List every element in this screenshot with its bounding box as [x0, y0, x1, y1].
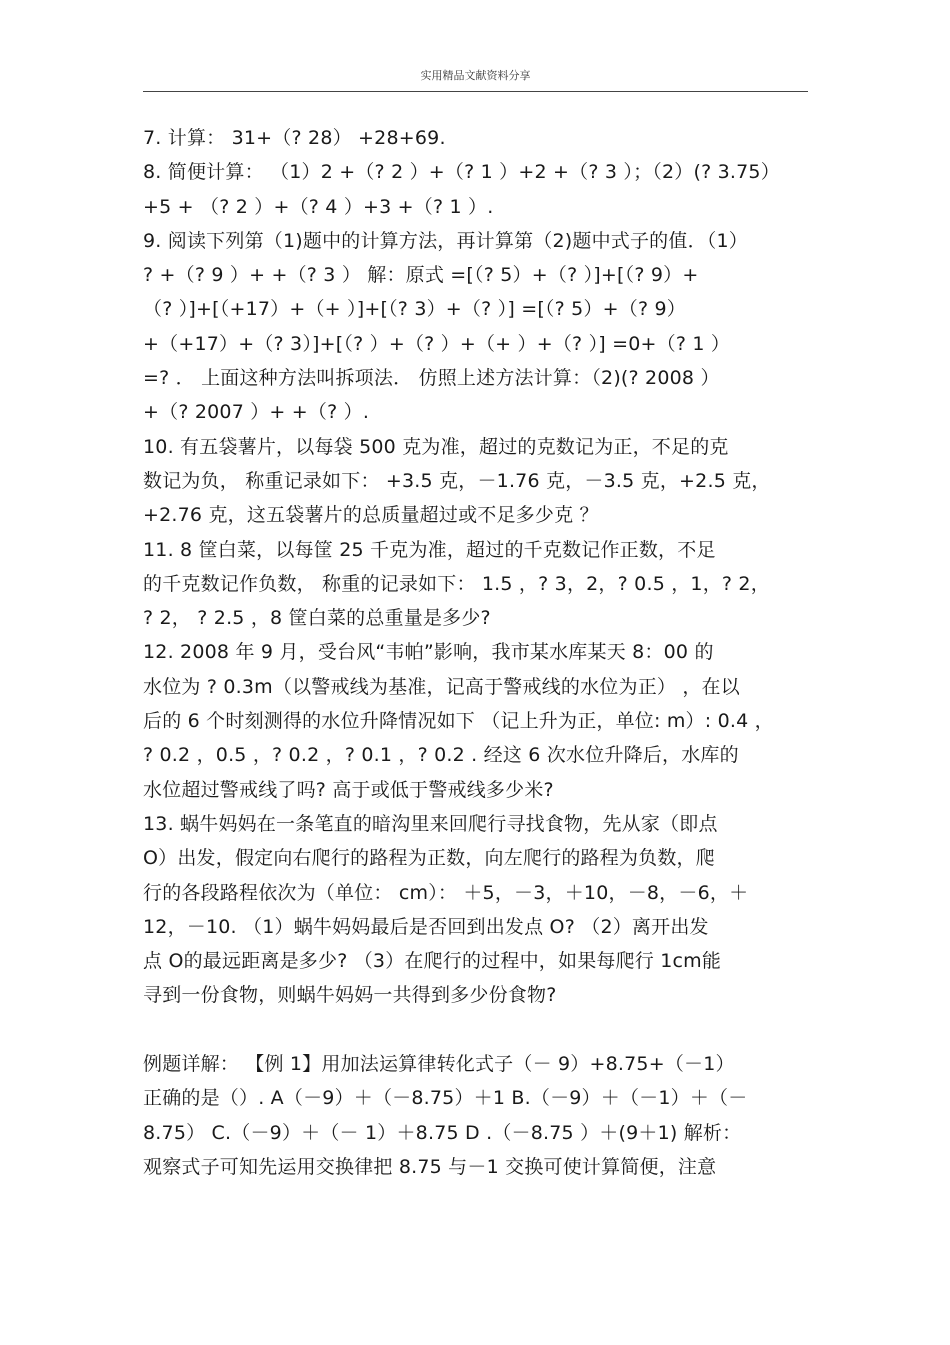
text-line: O）出发，假定向右爬行的路程为正数，向左爬行的路程为负数，爬 — [143, 847, 715, 870]
text-line: （? ）]+[（+17）+（+ ）]+[（? 3）+（? ）] =[（? 5）+（? 9） — [143, 298, 686, 321]
text-line: 的千克数记作负数， 称重的记录如下： 1.5 ，? 3，2，? 0.5 ，1，? 2， — [143, 572, 770, 595]
text-line: +2.76 克，这五袋薯片的总质量超过或不足多少克 ？ — [143, 504, 599, 527]
document-body — [143, 121, 813, 1184]
text-line: 点 O的最远距离是多少? （3）在爬行的过程中，如果每爬行 1cm能 — [143, 950, 722, 973]
text-line: 7. 计算： 31+（? 28） +28+69. — [143, 127, 446, 149]
text-line: +5 + （? 2 ）+（? 4 ）+3 +（? 1 ）. — [143, 195, 494, 218]
page-header: 实用精品文献资料分享 — [420, 69, 531, 82]
text-line: 水位超过警戒线了吗? 高于或低于警戒线多少米? — [143, 778, 554, 801]
text-line: 观察式子可知先运用交换律把 8.75 与－1 交换可使计算简便，注意 — [143, 1155, 717, 1178]
text-line: 水位为 ? 0.3m（以警戒线为基准，记高于警戒线的水位为正） ，在以 — [143, 675, 740, 698]
text-line: 例题详解： 【例 1】用加法运算律转化式子（－ 9）+8.75+（－1） — [143, 1053, 735, 1076]
text-line: ? 0.2 ，0.5 ，? 0.2 ，? 0.1 ，? 0.2 . 经这 6 次水位升降后，水库的 — [143, 744, 739, 767]
text-line: 9. 阅读下列第（1)题中的计算方法，再计算第（2)题中式子的值．（1） — [143, 229, 748, 252]
text-line: +（? 2007 ）+ +（? ）. — [143, 401, 370, 424]
text-line: 12. 2008 年 9 月，受台风“韦帕”影响，我市某水库某天 8：00 的 — [143, 641, 714, 664]
text-line: 8. 简便计算： （1）2 +（? 2 ）+（? 1 ）+2 +（? 3 ）；（2）(? 3.75） — [143, 161, 780, 184]
header-divider — [143, 91, 808, 92]
text-line: 行的各段路程依次为（单位： cm）： ＋5，－3，＋10，－8，－6，＋ — [143, 881, 749, 904]
text-line: 11. 8 筐白菜，以每筐 25 千克为准，超过的千克数记作正数，不足 — [143, 538, 716, 561]
text-line: 8.75） C.（－9）＋（－ 1）＋8.75 D .（－8.75 ）＋(9＋1) 解析： — [143, 1121, 742, 1144]
text-line: ? 2， ? 2.5 ，8 筐白菜的总重量是多少? — [143, 607, 491, 630]
blank-line — [143, 1013, 813, 1047]
text-line: ? +（? 9 ）+ +（? 3 ） 解：原式 =[（? 5）+（? ）]+[（? 9）+ — [143, 264, 699, 287]
text-line: 数记为负， 称重记录如下： +3.5 克，－1.76 克，－3.5 克，+2.5 克， — [143, 469, 771, 492]
text-line: =? ． 上面这种方法叫拆项法． 仿照上述方法计算：（2)(? 2008 ） — [143, 367, 720, 390]
text-line: 12，－10. （1）蜗牛妈妈最后是否回到出发点 O? （2）离开出发 — [143, 915, 709, 938]
text-line: 10. 有五袋薯片，以每袋 500 克为准，超过的克数记为正，不足的克 — [143, 435, 729, 458]
text-line: 13. 蜗牛妈妈在一条笔直的暗沟里来回爬行寻找食物，先从家（即点 — [143, 812, 718, 835]
text-line: 正确的是（）. A（－9）＋（－8.75）＋1 B.（－9）＋（－1）＋（－ — [143, 1087, 748, 1110]
text-line: 寻到一份食物，则蜗牛妈妈一共得到多少份食物? — [143, 984, 557, 1007]
text-line: 后的 6 个时刻测得的水位升降情况如下 （记上升为正，单位: m）: 0.4 ， — [143, 710, 774, 733]
text-line: +（+17）+（? 3）]+[（? ）+（? ）+（+ ）+（? ）] =0+（? 1 ） — [143, 332, 731, 355]
